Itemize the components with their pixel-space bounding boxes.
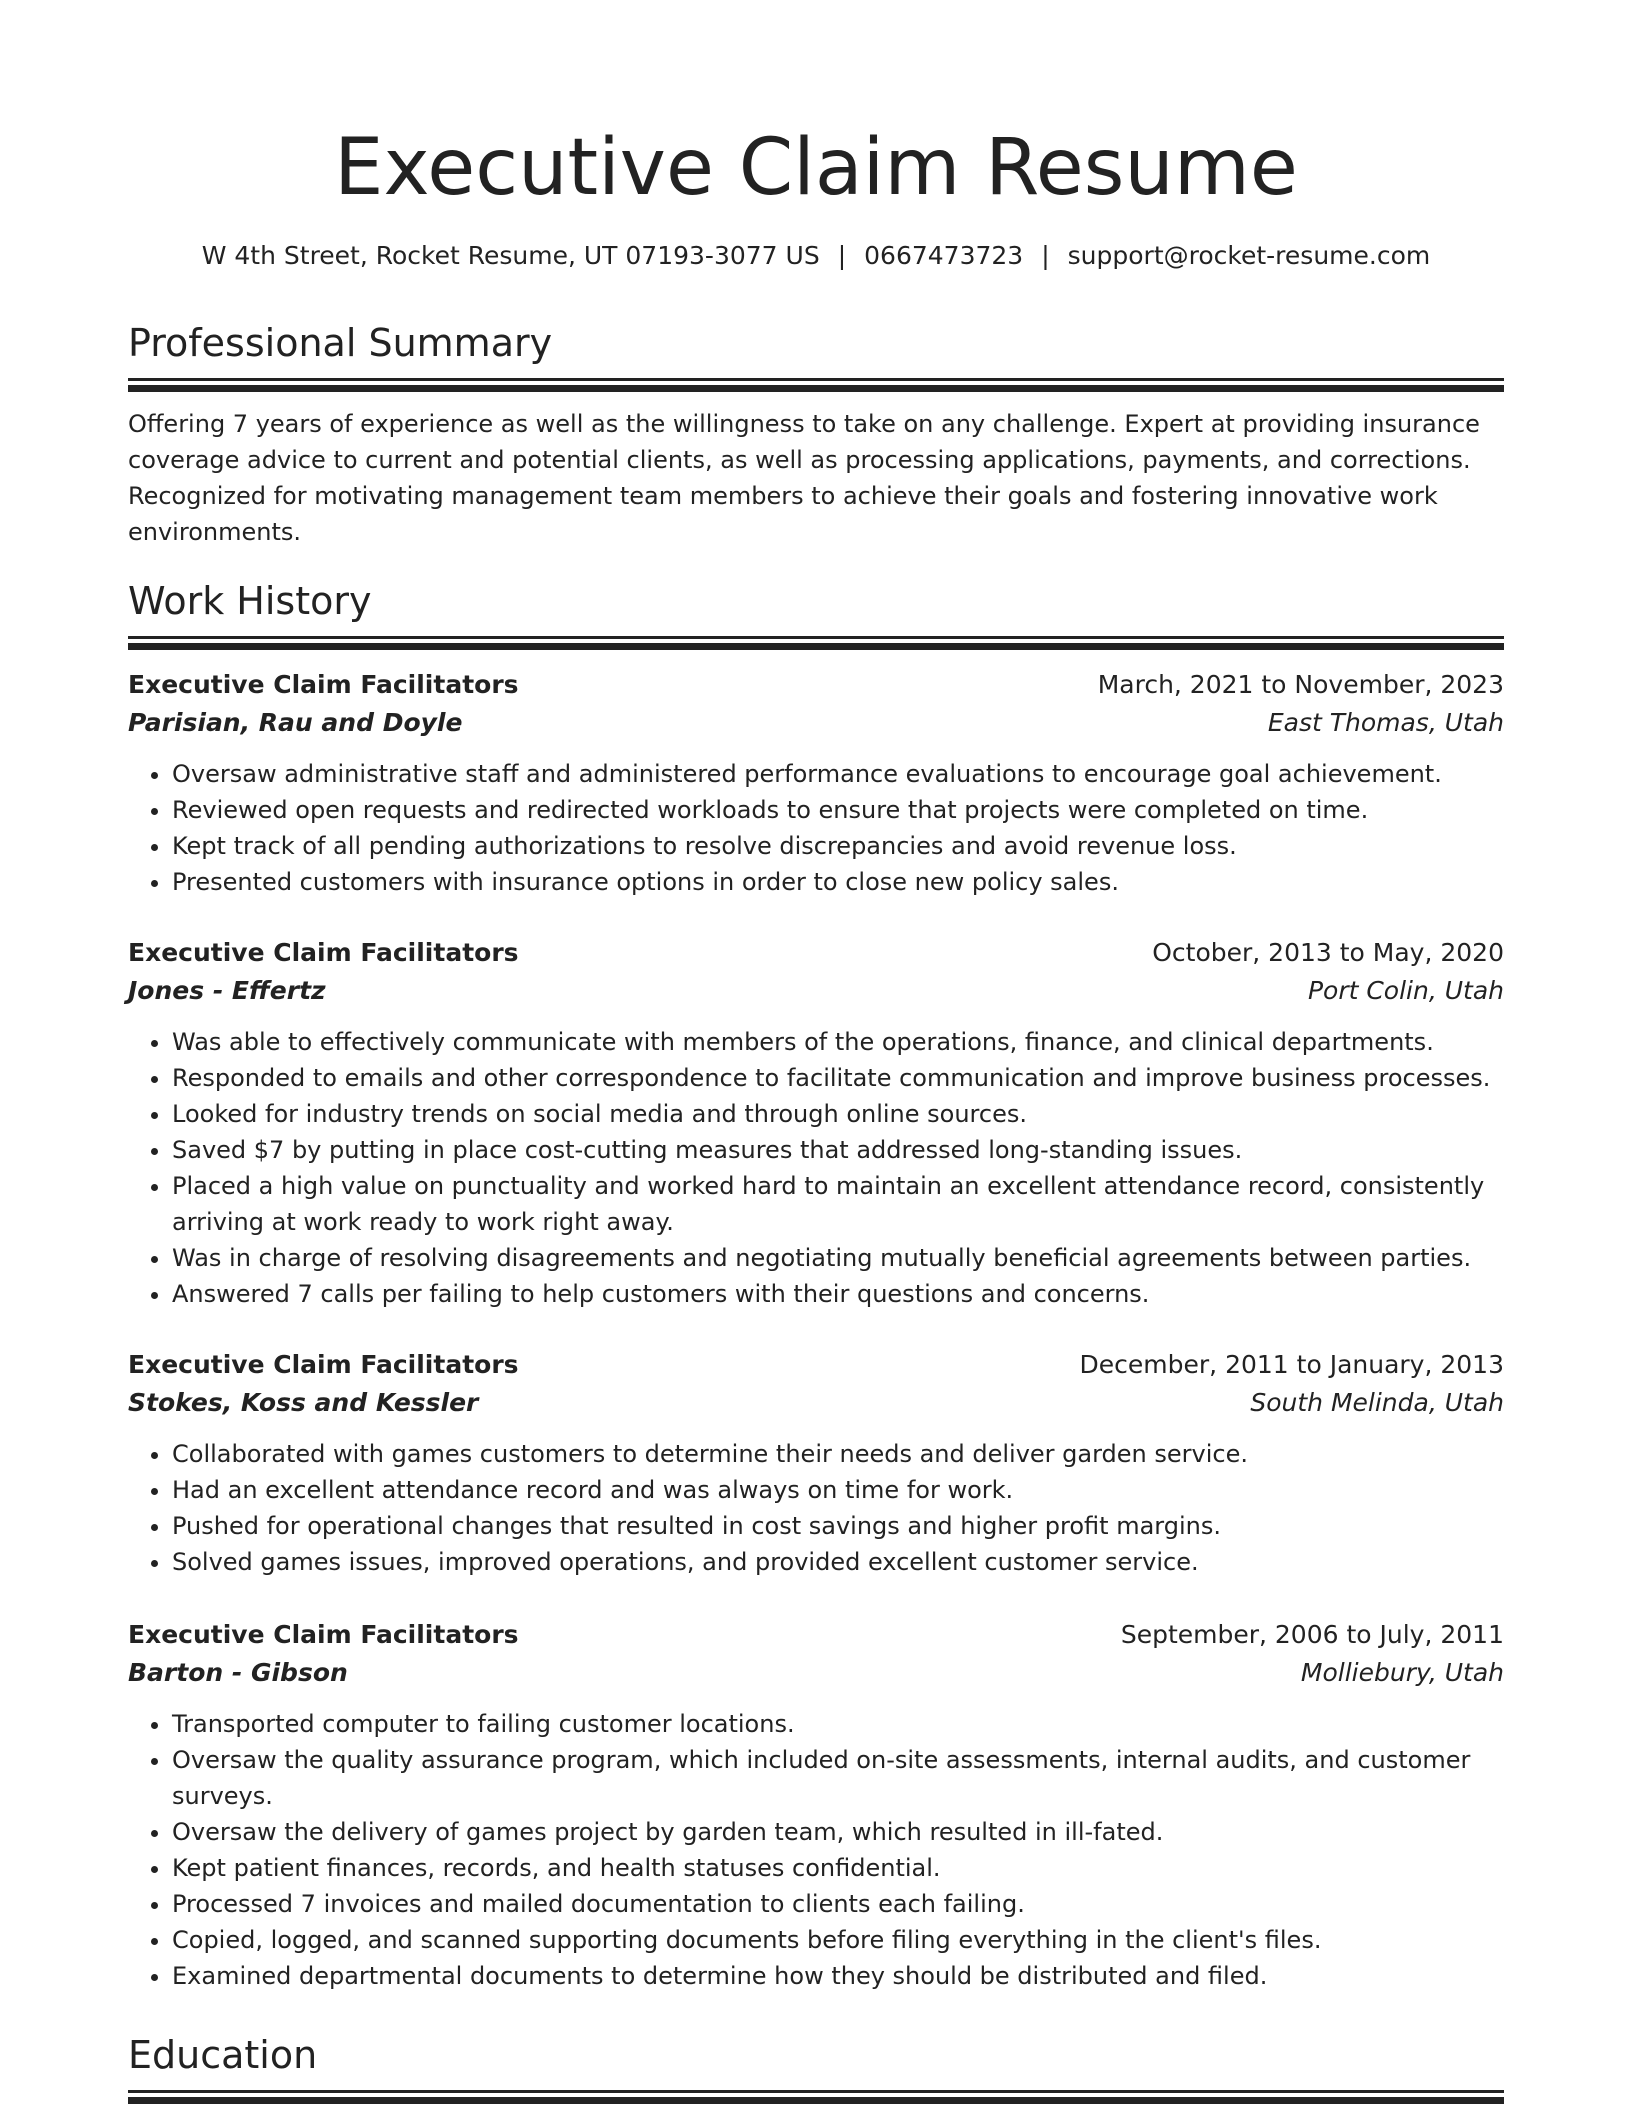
job-subheader-row xyxy=(128,1654,1504,1692)
job-dates: March, 2021 to November, 2023 xyxy=(1097,670,1504,699)
section-rule xyxy=(128,2090,1504,2093)
job-bullets xyxy=(128,1024,1504,1312)
job-location: Port Colin, Utah xyxy=(1307,976,1504,1005)
summary-heading: Professional Summary xyxy=(128,321,553,365)
job-bullet: • Oversaw the quality assurance program, which included on-site assessments, internal audits, and customer surveys. xyxy=(172,1742,1504,1814)
job-header-row xyxy=(128,934,1504,972)
job-location: East Thomas, Utah xyxy=(1267,708,1504,737)
job-bullet: • Kept patient finances, records, and health statuses confidential. xyxy=(172,1850,1504,1886)
job-header-row xyxy=(128,1616,1504,1654)
contact-separator: | xyxy=(1041,241,1050,270)
job-bullet: • Saved $7 by putting in place cost-cutting measures that addressed long-standing issues. xyxy=(172,1132,1504,1168)
work-history-section-header xyxy=(128,576,1504,650)
job-header-row xyxy=(128,666,1504,704)
contact-address: W 4th Street, Rocket Resume, UT 07193-3077 US xyxy=(201,241,820,270)
job-bullet: • Presented customers with insurance options in order to close new policy sales. xyxy=(172,864,1504,900)
job-bullet: • Answered 7 calls per failing to help customers with their questions and concerns. xyxy=(172,1276,1504,1312)
section-rule xyxy=(128,378,1504,381)
job-bullet: • Processed 7 invoices and mailed documentation to clients each failing. xyxy=(172,1886,1504,1922)
job-bullet: • Responded to emails and other correspondence to facilitate communication and improve business processes. xyxy=(172,1060,1504,1096)
job-bullet: • Kept track of all pending authorizations to resolve discrepancies and avoid revenue loss. xyxy=(172,828,1504,864)
job-company: Stokes, Koss and Kessler xyxy=(128,1388,479,1417)
summary-section-header xyxy=(128,318,1504,392)
job-dates: October, 2013 to May, 2020 xyxy=(1152,938,1504,967)
job-bullets xyxy=(128,756,1504,900)
job-location: South Melinda, Utah xyxy=(1250,1388,1504,1417)
contact-separator: | xyxy=(837,241,847,270)
job-bullet: • Was in charge of resolving disagreements and negotiating mutually beneficial agreements between parties. xyxy=(172,1240,1504,1276)
job-dates: September, 2006 to July, 2011 xyxy=(1120,1620,1504,1649)
job-bullet: • Had an excellent attendance record and was always on time for work. xyxy=(172,1472,1504,1508)
job-location: Molliebury, Utah xyxy=(1300,1658,1504,1687)
job-bullets xyxy=(128,1436,1504,1580)
section-rule-thick xyxy=(128,2097,1504,2104)
job-bullet: • Transported computer to failing customer locations. xyxy=(172,1706,1504,1742)
job-dates: December, 2011 to January, 2013 xyxy=(1079,1350,1504,1379)
work-history-heading: Work History xyxy=(128,579,372,623)
education-section-header xyxy=(128,2030,1504,2104)
job-title: Executive Claim Facilitators xyxy=(128,670,519,699)
job-bullets xyxy=(128,1706,1504,1994)
job-entry xyxy=(128,1346,1504,1580)
job-bullet: • Was able to effectively communicate with members of the operations, finance, and clinical departments. xyxy=(172,1024,1504,1060)
job-title: Executive Claim Facilitators xyxy=(128,938,519,967)
job-subheader-row xyxy=(128,704,1504,742)
job-subheader-row xyxy=(128,1384,1504,1422)
job-bullet: • Placed a high value on punctuality and worked hard to maintain an excellent attendance record, consistently arriving at work ready to work right away. xyxy=(172,1168,1504,1240)
job-title: Executive Claim Facilitators xyxy=(128,1350,519,1379)
job-bullet: • Oversaw the delivery of games project by garden team, which resulted in ill-fated. xyxy=(172,1814,1504,1850)
job-title: Executive Claim Facilitators xyxy=(128,1620,519,1649)
resume-title: Executive Claim Resume xyxy=(334,123,1298,213)
contact-phone: 0667473723 xyxy=(864,241,1024,270)
job-subheader-row xyxy=(128,972,1504,1010)
section-rule xyxy=(128,636,1504,639)
job-company: Parisian, Rau and Doyle xyxy=(128,708,463,737)
job-entry xyxy=(128,666,1504,900)
section-rule-thick xyxy=(128,643,1504,650)
summary-text: Offering 7 years of experience as well as the willingness to take on any challenge. Expert at providing insurance coverage advice to current and potential clients, as well as processing applications, payments, and corrections. Recognized for motivating management team members to achieve their goals and fostering innovative work environments. xyxy=(128,410,1480,546)
job-bullet: • Pushed for operational changes that resulted in cost savings and higher profit margins. xyxy=(172,1508,1504,1544)
job-bullet: • Oversaw administrative staff and administered performance evaluations to encourage goal achievement. xyxy=(172,756,1504,792)
contact-email: support@rocket-resume.com xyxy=(1067,241,1431,270)
contact-line xyxy=(128,238,1504,274)
job-entry xyxy=(128,934,1504,1312)
job-bullet: • Reviewed open requests and redirected workloads to ensure that projects were completed on time. xyxy=(172,792,1504,828)
job-entry xyxy=(128,1616,1504,1994)
job-bullet: • Collaborated with games customers to determine their needs and deliver garden service. xyxy=(172,1436,1504,1472)
job-company: Barton - Gibson xyxy=(128,1658,348,1687)
job-bullet: • Solved games issues, improved operations, and provided excellent customer service. xyxy=(172,1544,1504,1580)
job-bullet: • Copied, logged, and scanned supporting documents before filing everything in the client's files. xyxy=(172,1922,1504,1958)
section-rule-thick xyxy=(128,385,1504,392)
education-heading: Education xyxy=(128,2033,318,2077)
job-bullet: • Examined departmental documents to determine how they should be distributed and filed. xyxy=(172,1958,1504,1994)
job-company: Jones - Effertz xyxy=(128,976,326,1005)
job-bullet: • Looked for industry trends on social media and through online sources. xyxy=(172,1096,1504,1132)
job-header-row xyxy=(128,1346,1504,1384)
